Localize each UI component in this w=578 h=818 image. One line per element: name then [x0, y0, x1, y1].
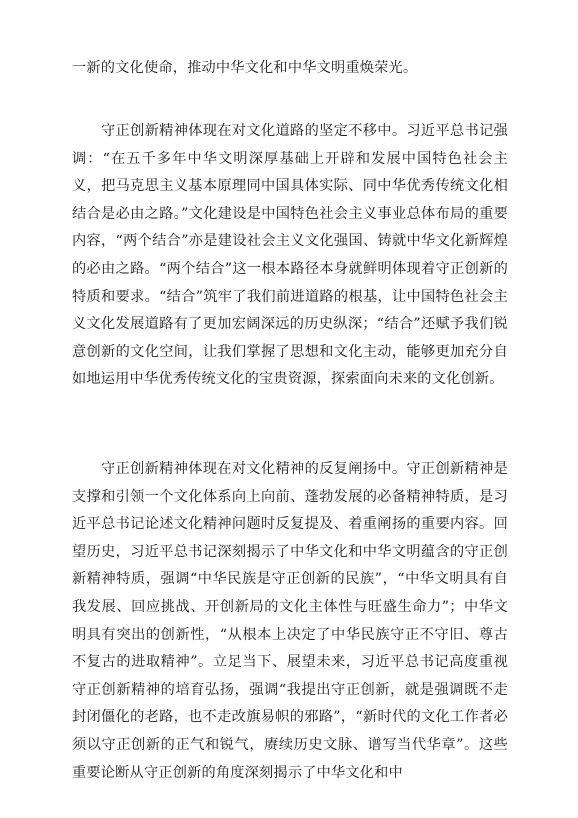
paragraph-cultural-path: 守正创新精神体现在对文化道路的坚定不移中。习近平总书记强调：“在五千多年中华文明深厚基础上开辟和发展中国特色社会主义，把马克思主义基本原理同中国具体实际、同中华优秀传统文化相结合是必由之路。”文化建设是中国特色社会主义事业总体布局的重要内容，“两个结合”亦是建设社会主义文化强国、铸就中华文化新辉煌的必由之路。“两个结合”这一根本路径本身就鲜明体现着守正创新的特质和要求。“结合”筑牢了我们前进道路的根基，让中国特色社会主义文化发展道路有了更加宏阔深远的历史纵深；“结合”还赋予我们锐意创新的文化空间，让我们掌握了思想和文化主动，能够更加充分自如地运用中华优秀传统文化的宝贵资源，探索面向未来的文化创新。 [72, 123, 508, 388]
paragraph-cultural-spirit: 守正创新精神体现在对文化精神的反复阐扬中。守正创新精神是支撑和引领一个文化体系向上向前、蓬勃发展的必备精神特质，是习近平总书记论述文化精神问题时反复提及、着重阐扬的重要内容。回望历史，习近平总书记深刻揭示了中华文化和中华文明蕴含的守正创新精神特质，强调“中华民族是守正创新的民族”，“中华文明具有自我发展、回应挑战、开创新局的文化主体性与旺盛生命力”；中华文明具有突出的创新性，“从根本上决定了中华民族守正不守旧、尊古不复古的进取精神”。立足当下、展望未来，习近平总书记高度重视守正创新精神的培育弘扬，强调“我提出守正创新，就是强调既不走封闭僵化的老路，也不走改旗易帜的邪路”，“新时代的文化工作者必须以守正创新的正气和锐气，赓续历史文脉、谱写当代华章”。这些重要论断从守正创新的角度深刻揭示了中华文化和中 [72, 461, 508, 781]
paragraph-continued: 一新的文化使命，推动中华文化和中华文明重焕荣光。 [72, 60, 418, 76]
